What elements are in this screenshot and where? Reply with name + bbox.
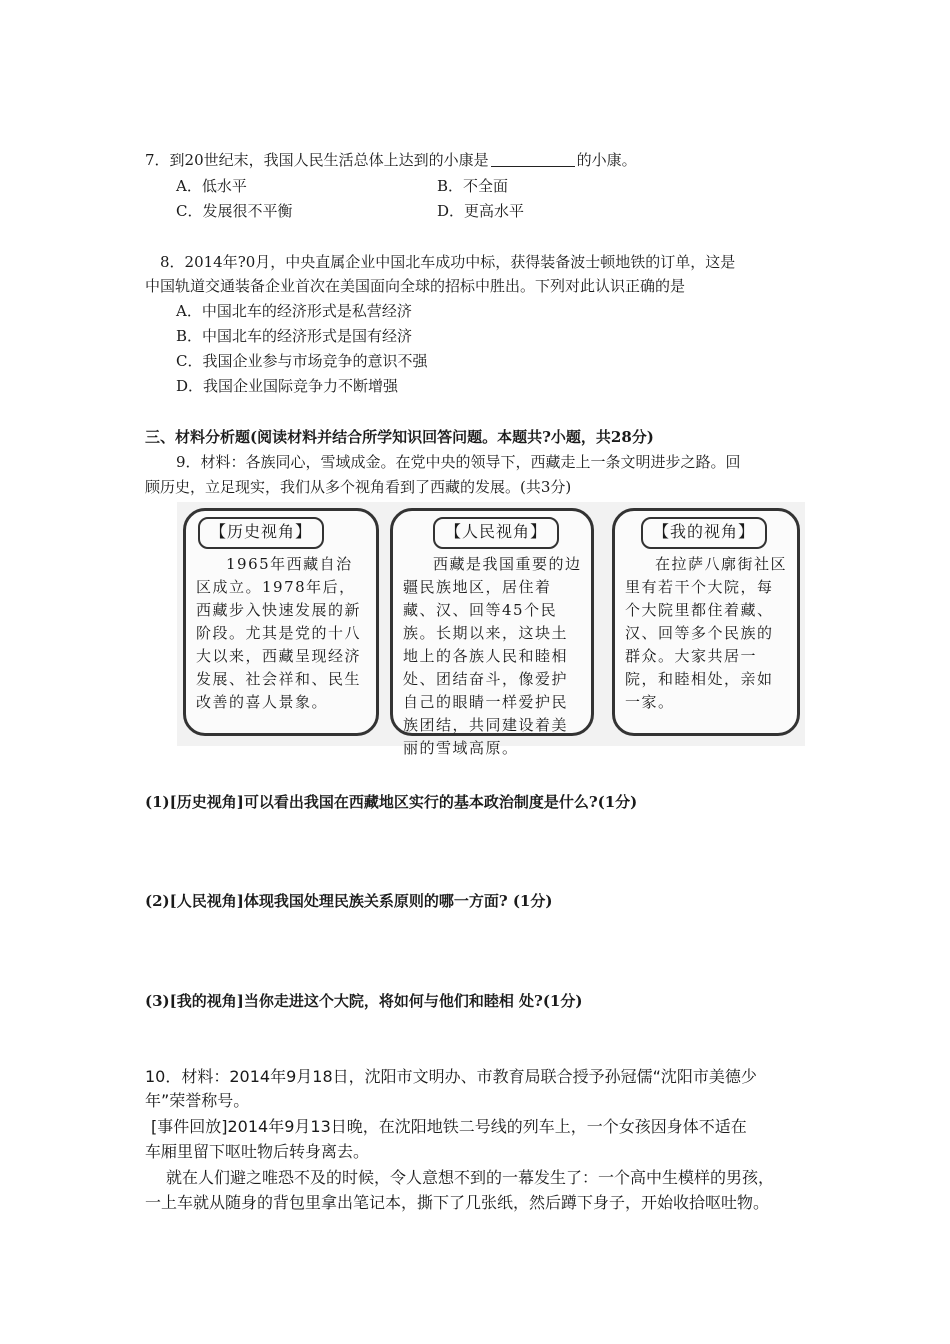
q10-line5: 就在人们避之唯恐不及的时候，令人意想不到的一幕发生了：一个高中生模样的男孩，: [166, 1168, 775, 1187]
card-people: [390, 508, 594, 757]
q8-stem-line1: 8．2014年?0月，中央直属企业中国北车成功中标，获得装备波士顿地铁的订单，这是: [160, 253, 736, 271]
q9-sub3: (3)[我的视角]当你走进这个大院，将如何与他们和睦相 处?(1分): [145, 992, 583, 1010]
q7-option-d: D．更高水平: [437, 202, 525, 220]
answer-blank: [491, 150, 575, 167]
q8-option-d: D．我国企业国际竞争力不断增强: [176, 377, 399, 395]
q7-stem-before: 7．到20世纪末，我国人民生活总体上达到的小康是: [145, 151, 489, 169]
q8-option-c: C．我国企业参与市场竞争的意识不强: [176, 352, 428, 370]
card-people-body: 西藏是我国重要的边疆民族地区，居住着藏、汉、回等45个民族。长期以来，这块土地上的各族人民和睦相处、团结奋斗，像爱护自己的眼睛一样爱护民族团结，共同建设着美丽的雪域高原。: [403, 555, 582, 757]
q10-line1-text: 材料：2014年9月18日，沈阳市文明办、市教育局联合授予孙冠儒“沈阳市美德少: [181, 1067, 757, 1086]
q10-number: 10．: [145, 1067, 182, 1086]
q9-sub1: (1)[历史视角]可以看出我国在西藏地区实行的基本政治制度是什么?(1分): [145, 793, 638, 811]
card-mine-body: 在拉萨八廓街社区里有若干个大院，每个大院里都住着藏、汉、回等多个民族的群众。大家共居一院，和睦相处，亲如一家。: [625, 555, 788, 711]
card-people-title: 【人民视角】: [433, 517, 559, 549]
q9-stem-line2: 顾历史，立足现实，我们从多个视角看到了西藏的发展。(共3分): [145, 478, 572, 496]
q8-option-b: B．中国北车的经济形式是国有经济: [176, 327, 413, 345]
q10-line2: 年”荣誉称号。: [145, 1091, 250, 1110]
q9-sub2: (2)[人民视角]体现我国处理民族关系原则的哪一方面? (1分): [145, 892, 553, 910]
q7-stem: [145, 149, 637, 171]
card-history: [183, 508, 379, 736]
section3-heading: 三、材料分析题(阅读材料并结合所学知识回答问题。本题共?小题，共28分): [145, 428, 654, 446]
card-history-body: 1965年西藏自治区成立。1978年后，西藏步入快速发展的新阶段。尤其是党的十八大以来，西藏呈现经济发展、社会祥和、民生改善的喜人景象。: [196, 555, 362, 711]
card-mine-title: 【我的视角】: [641, 517, 767, 549]
card-history-title: 【历史视角】: [198, 517, 324, 549]
q8-stem-line2: 中国轨道交通装备企业首次在美国面向全球的招标中胜出。下列对此认识正确的是: [145, 277, 686, 295]
q7-stem-after: 的小康。: [576, 151, 637, 169]
q10-line3: [事件回放]2014年9月13日晚，在沈阳地铁二号线的列车上，一个女孩因身体不适在: [151, 1117, 747, 1136]
perspective-cards: [177, 502, 805, 757]
q10-line6: 一上车就从随身的背包里拿出笔记本，撕下了几张纸，然后蹲下身子，开始收拾呕吐物。: [145, 1193, 770, 1212]
q9-stem-line1: 9．材料：各族同心，雪域成金。在党中央的领导下，西藏走上一条文明进步之路。回: [176, 453, 741, 471]
q10-line4: 车厢里留下呕吐物后转身离去。: [145, 1142, 370, 1161]
q7-option-b: B．不全面: [437, 177, 509, 195]
q7-option-a: A．低水平: [176, 177, 247, 195]
q7-option-c: C．发展很不平衡: [176, 202, 293, 220]
card-mine: [612, 508, 800, 736]
q8-option-a: A．中国北车的经济形式是私营经济: [176, 302, 412, 320]
q10-line1: [145, 1066, 757, 1088]
